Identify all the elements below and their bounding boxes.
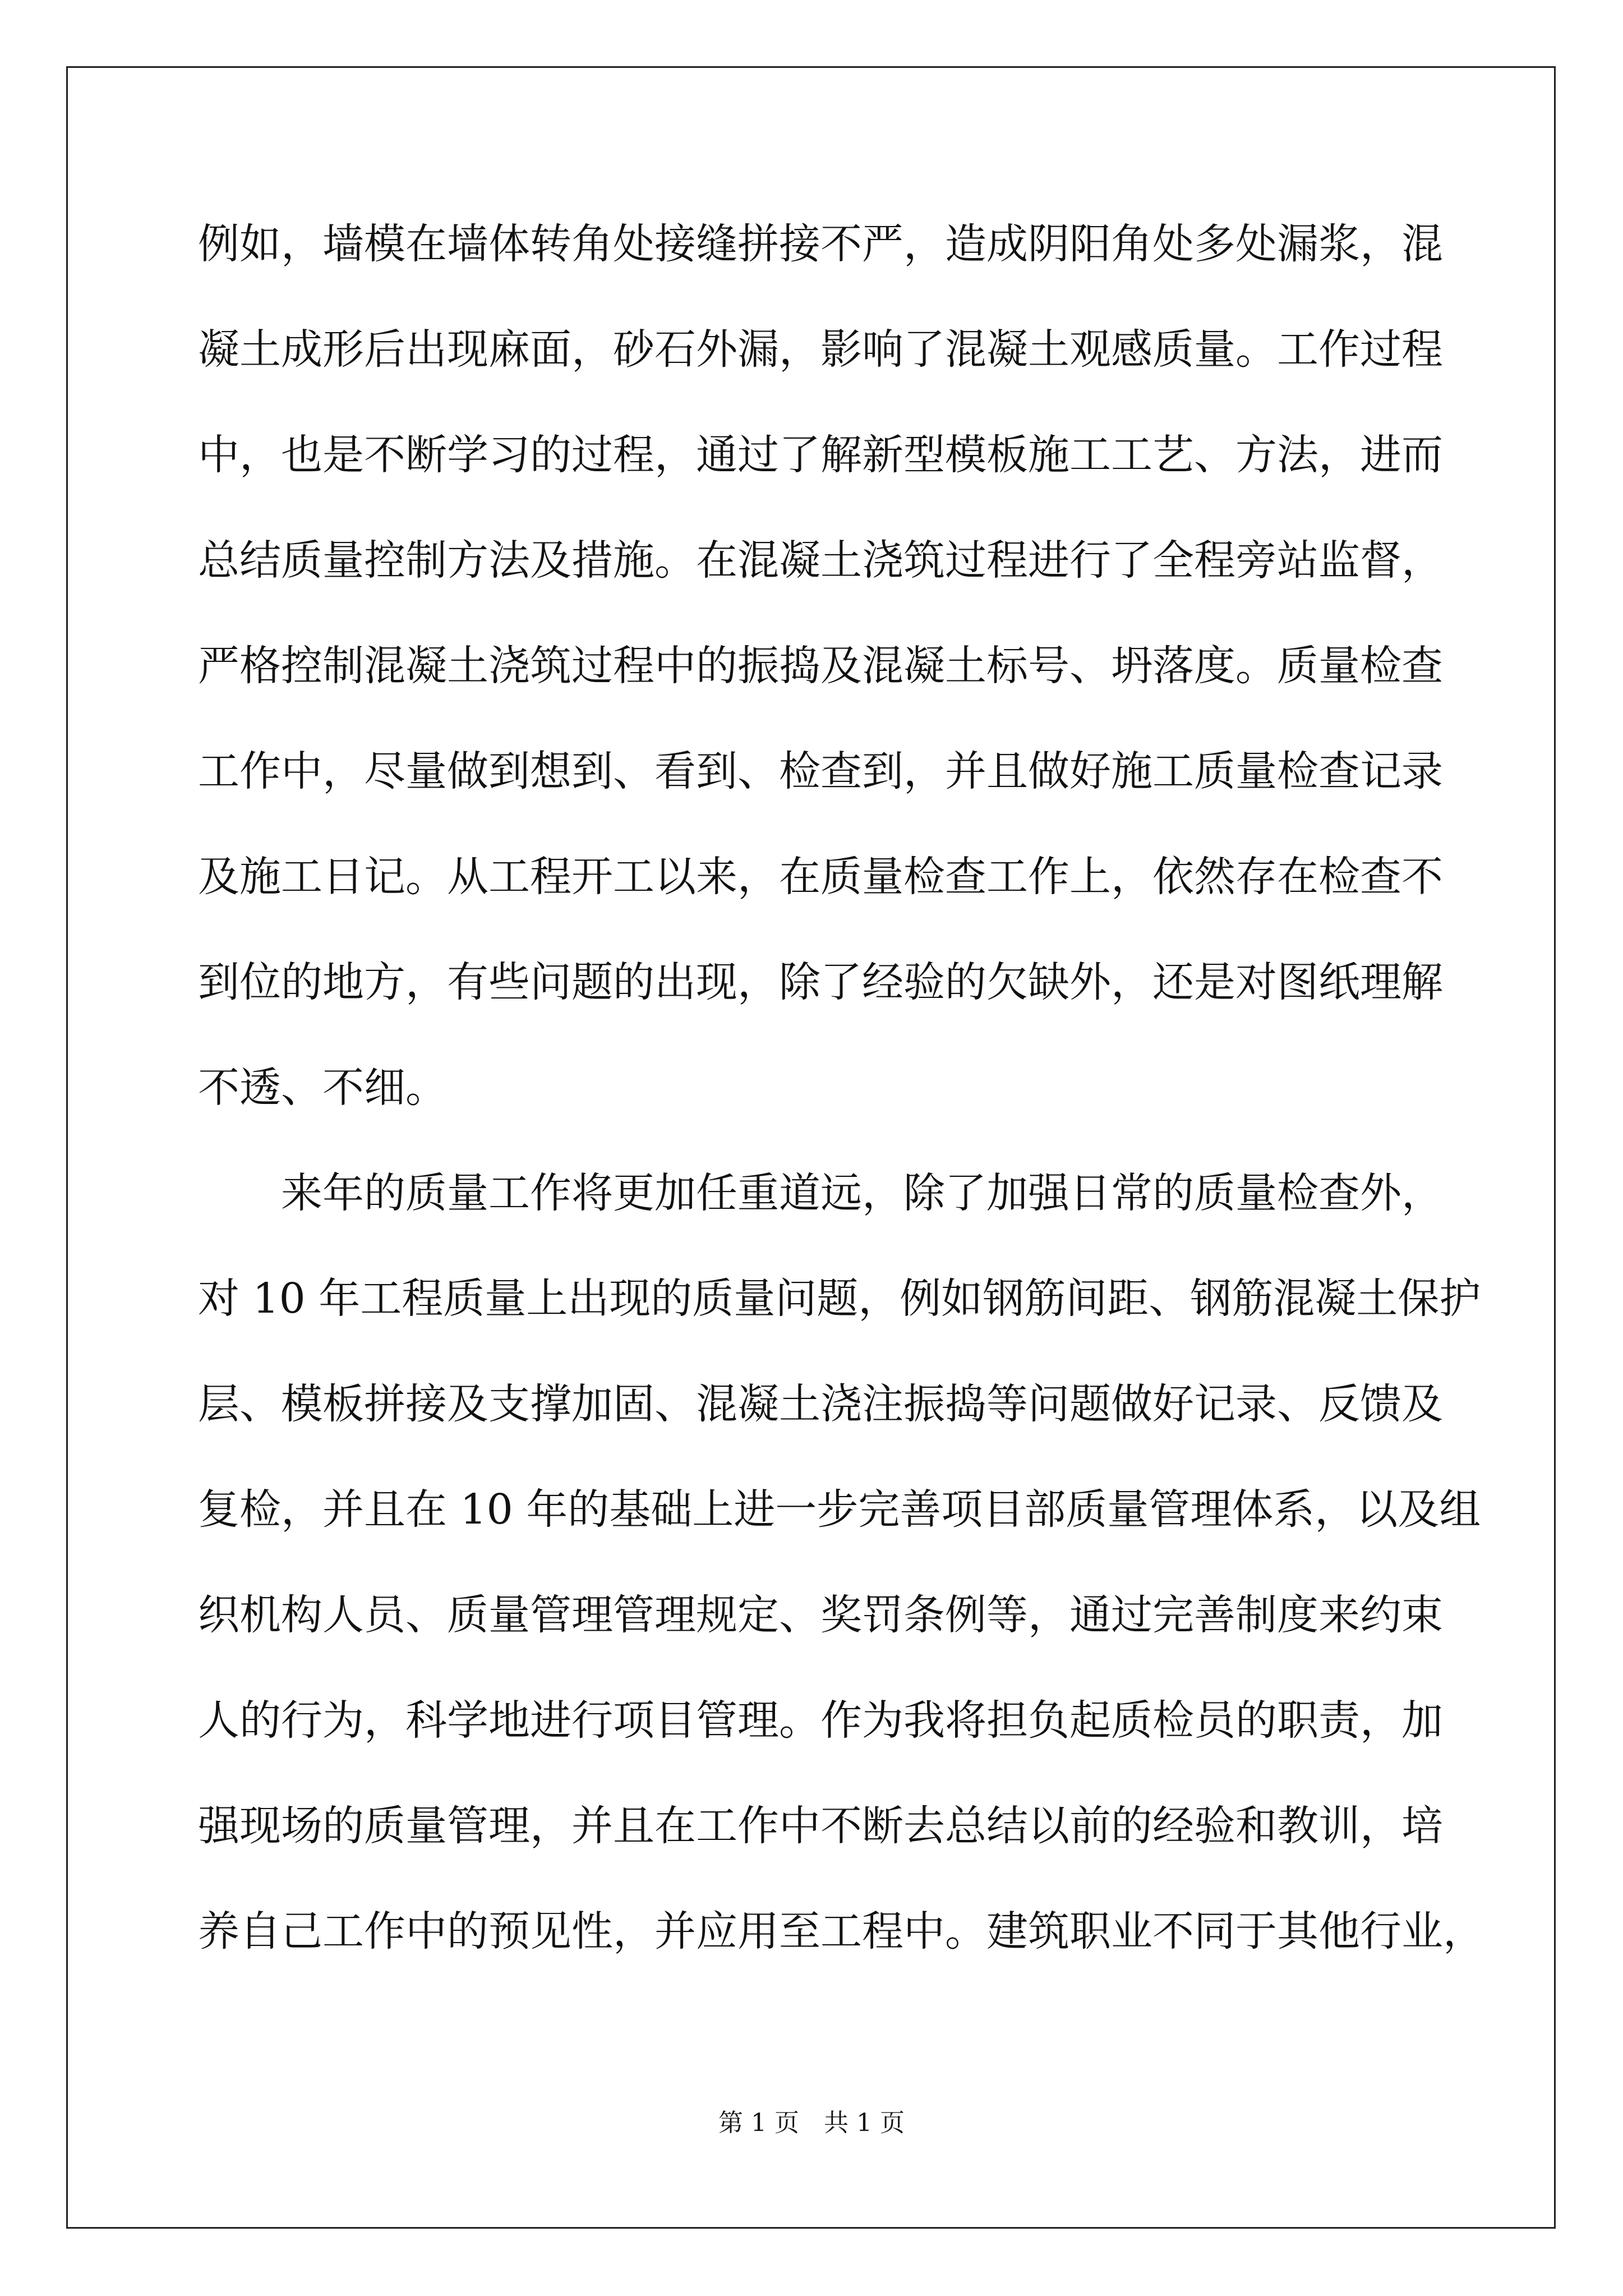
text-line: 例如，墙模在墙体转角处接缝拼接不严，造成阴阳角处多处漏浆，混 [198,220,1443,268]
text-line: 对 10 年工程质量上出现的质量问题，例如钢筋间距、钢筋混凝土保护 [198,1274,1481,1323]
text-line: 养自己工作中的预见性，并应用至工程中。建筑职业不同于其他行业， [198,1907,1484,1955]
text-line: 总结质量控制方法及措施。在混凝土浇筑过程进行了全程旁站监督， [198,536,1443,585]
text-line: 中，也是不断学习的过程，通过了解新型模板施工工艺、方法，进而 [198,431,1443,479]
text-line: 及施工日记。从工程开工以来，在质量检查工作上，依然存在检查不 [198,853,1443,901]
text-line: 不透、不细。 [198,1064,447,1112]
page-footer [0,2102,1623,2138]
paragraph-2 [198,1167,1484,1958]
paragraph-1 [198,218,1443,1114]
text-line: 复检，并且在 10 年的基础上进一步完善项目部质量管理体系，以及组 [198,1485,1481,1534]
text-line: 人的行为，科学地进行项目管理。作为我将担负起质检员的职责，加 [198,1696,1443,1745]
text-line: 织机构人员、质量管理管理规定、奖罚条例等，通过完善制度来约束 [198,1591,1443,1639]
text-line: 工作中，尽量做到想到、看到、检查到，并且做好施工质量检查记录 [198,747,1443,795]
text-line: 强现场的质量管理，并且在工作中不断去总结以前的经验和教训，培 [198,1802,1443,1850]
text-line: 到位的地方，有些问题的出现，除了经验的欠缺外，还是对图纸理解 [198,958,1443,1006]
text-line: 严格控制混凝土浇筑过程中的振捣及混凝土标号、坍落度。质量检查 [198,642,1443,690]
text-line: 来年的质量工作将更加任重道远，除了加强日常的质量检查外， [198,1169,1443,1217]
document-body [198,218,1484,2010]
page-number: 第 1 页 共 1 页 [718,2109,905,2137]
text-line: 凝土成形后出现麻面，砂石外漏，影响了混凝土观感质量。工作过程 [198,325,1443,374]
text-line: 层、模板拼接及支撑加固、混凝土浇注振捣等问题做好记录、反馈及 [198,1380,1443,1428]
